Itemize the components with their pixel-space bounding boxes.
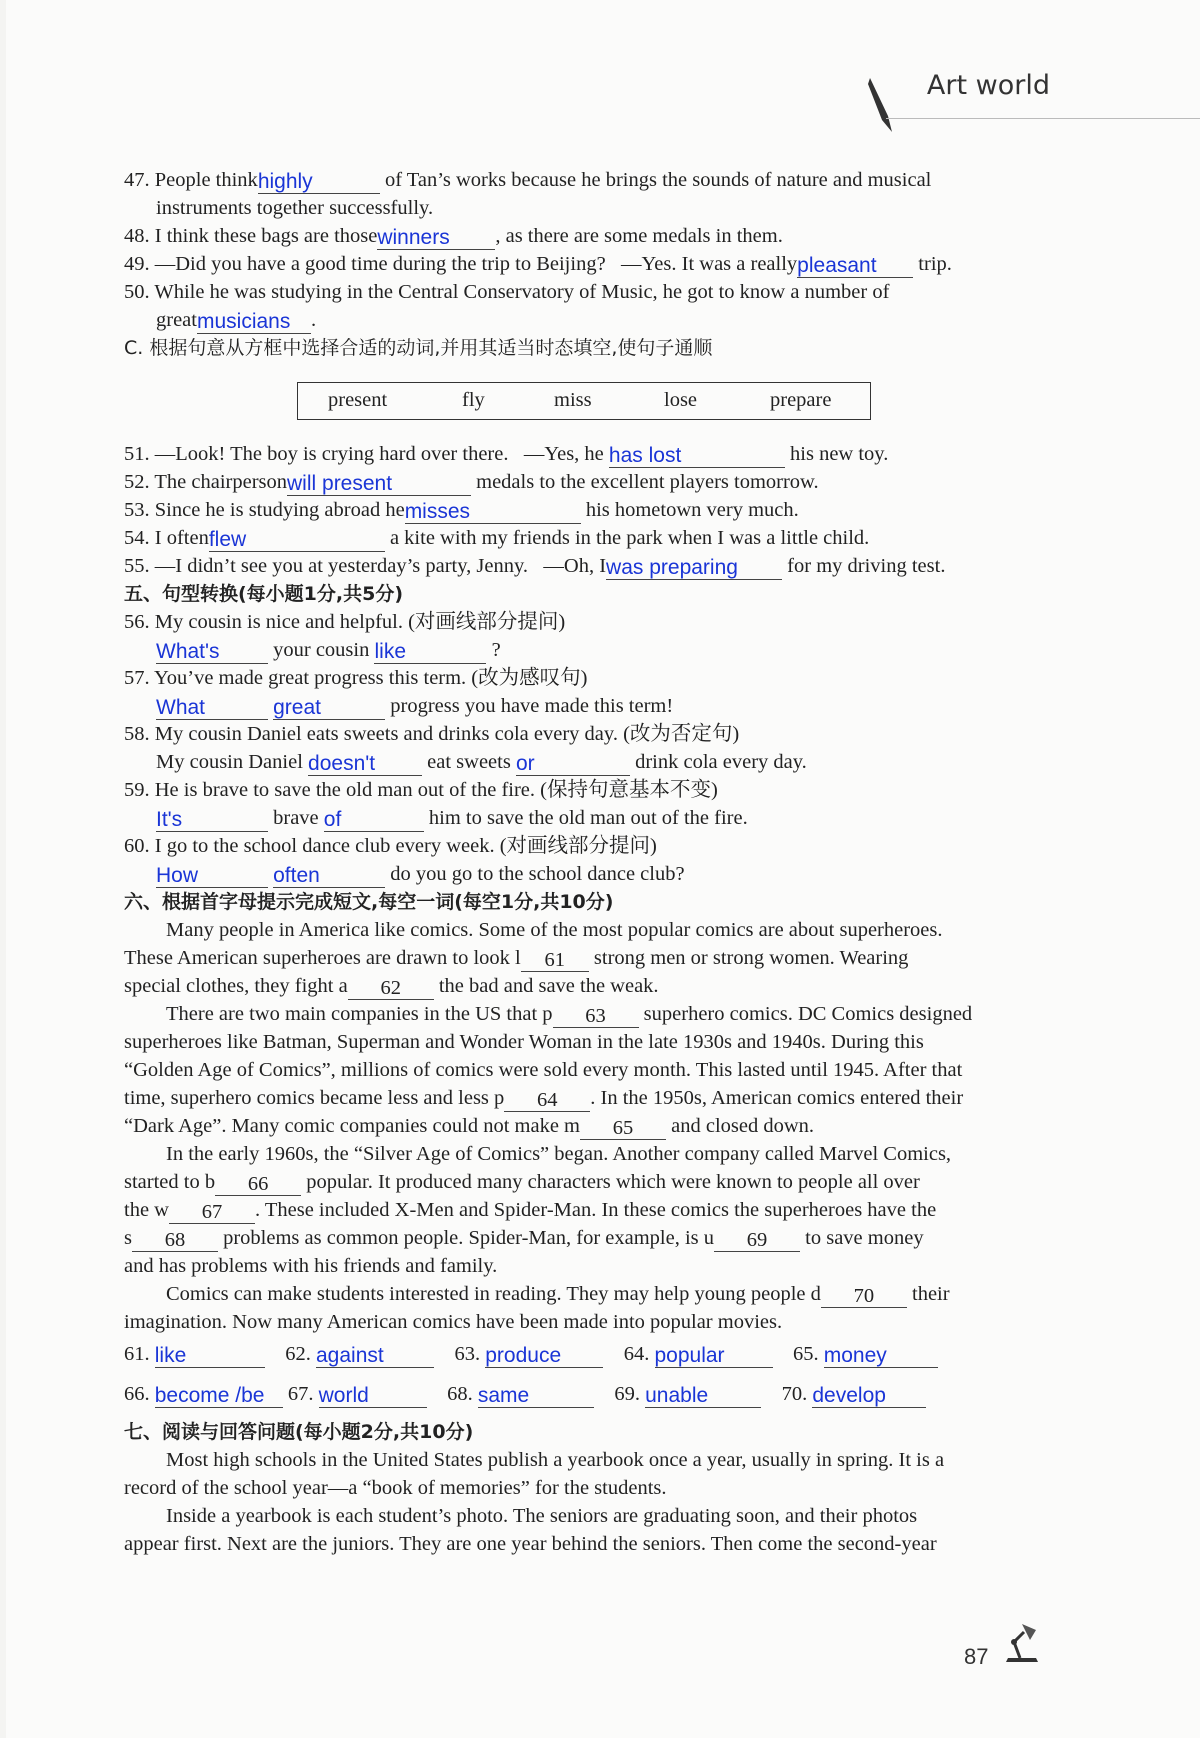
answer: misses <box>404 500 471 523</box>
question-48: 48. I think these bags are thosewinners , as there are some medals in them. <box>124 225 783 249</box>
answer: great <box>273 696 321 719</box>
answer: produce <box>485 1344 562 1367</box>
answer: money <box>823 1344 887 1367</box>
question-49: 49. —Did you have a good time during the trip to Beijing? —Yes. It was a reallypleasant trip. <box>124 253 952 277</box>
passage-line: superheroes like Batman, Superman and Wonder Woman in the late 1930s and 1940s. During this <box>124 1031 924 1053</box>
question-50-cont: greatmusicians . <box>156 309 317 333</box>
passage-line: imagination. Now many American comics have been made into popular movies. <box>124 1311 783 1333</box>
question-56-answer: What's your cousin like ? <box>156 639 501 663</box>
word: lose <box>664 389 698 411</box>
passage-line: special clothes, they fight a 62 the bad and save the weak. <box>124 975 659 999</box>
question-59: 59. He is brave to save the old man out of the fire. (保持句意基本不变) <box>124 779 718 801</box>
passage-line: There are two main companies in the US that p 63 superhero comics. DC Comics designed <box>166 1003 973 1027</box>
answer: How <box>156 864 199 887</box>
answer: unable <box>645 1384 709 1407</box>
workbook-page <box>6 0 1200 1738</box>
question-51: 51. —Look! The boy is crying hard over there. —Yes, he has lost his new toy. <box>124 443 889 467</box>
answer: will present <box>287 472 393 495</box>
question-47: 47. People thinkhighly of Tan’s works because he brings the sounds of nature and musical <box>124 169 932 193</box>
answer: or <box>515 752 535 775</box>
answer: popular <box>654 1344 725 1367</box>
question-58-answer: My cousin Daniel doesn't eat sweets or drink cola every day. <box>156 751 807 775</box>
answers-row-1: 61. like 62. against 63. produce 64. popular 65. money <box>124 1340 938 1368</box>
answer: It's <box>156 808 183 831</box>
question-59-answer: It's brave of him to save the old man out of the fire. <box>156 807 748 831</box>
section-c-title: C. 根据句意从方框中选择合适的动词,并用其适当时态填空,使句子通顺 <box>124 337 713 359</box>
header-divider <box>886 118 1200 119</box>
answer: What <box>156 696 206 719</box>
question-55: 55. —I didn’t see you at yesterday’s party, Jenny. —Oh, Iwas preparing for my driving test. <box>124 555 946 579</box>
desk-lamp-icon <box>998 1618 1046 1666</box>
section-7-title: 七、阅读与回答问题(每小题2分,共10分) <box>124 1421 474 1443</box>
answer: like <box>154 1344 187 1367</box>
answers-row-2: 66. become /be 67. world 68. same 69. unable 70. develop <box>124 1380 926 1408</box>
answer: develop <box>812 1384 886 1407</box>
passage-line: time, superhero comics became less and less p 64 . In the 1950s, American comics entered their <box>124 1087 964 1111</box>
answer: often <box>273 864 320 887</box>
question-56: 56. My cousin is nice and helpful. (对画线部分提问) <box>124 611 566 633</box>
question-58: 58. My cousin Daniel eats sweets and drinks cola every day. (改为否定句) <box>124 723 740 745</box>
answer: against <box>316 1344 384 1367</box>
word: present <box>328 389 388 411</box>
passage-line: started to b 66 popular. It produced many characters which were known to people all over <box>124 1171 920 1195</box>
answer: highly <box>257 170 313 193</box>
answer: like <box>374 640 406 663</box>
passage7-line: Inside a yearbook is each student’s photo. The seniors are graduating soon, and their photos <box>166 1505 918 1527</box>
answer: has lost <box>608 444 682 467</box>
passage-line: In the early 1960s, the “Silver Age of Comics” began. Another company called Marvel Comics, <box>166 1143 952 1165</box>
question-53: 53. Since he is studying abroad hemisses his hometown very much. <box>124 499 799 523</box>
question-50: 50. While he was studying in the Central Conservatory of Music, he got to know a number of <box>124 281 890 303</box>
passage7-line: record of the school year—a “book of memories” for the students. <box>124 1477 667 1499</box>
question-60: 60. I go to the school dance club every week. (对画线部分提问) <box>124 835 657 857</box>
answer: same <box>477 1384 530 1407</box>
answer: pleasant <box>797 254 877 277</box>
question-57-answer: What great progress you have made this term! <box>156 695 674 719</box>
page-number: 87 <box>964 1644 989 1669</box>
answer: musicians <box>196 310 291 333</box>
passage-line: the w 67 . These included X-Men and Spider-Man. In these comics the superheroes have the <box>124 1199 937 1223</box>
word: miss <box>554 389 592 411</box>
answer: of <box>323 808 342 831</box>
answer: was preparing <box>606 556 738 579</box>
passage-line: Many people in America like comics. Some of the most popular comics are about superheroes. <box>166 919 943 941</box>
question-57: 57. You’ve made great progress this term. (改为感叹句) <box>124 667 588 689</box>
question-52: 52. The chairpersonwill present medals to the excellent players tomorrow. <box>124 471 819 495</box>
word-box <box>297 382 871 420</box>
question-47-cont: instruments together successfully. <box>156 197 434 219</box>
answer: What's <box>156 640 220 663</box>
passage7-line: appear first. Next are the juniors. They are one year behind the seniors. Then come the second-year <box>124 1533 937 1555</box>
answer: winners <box>377 226 450 249</box>
passage7-line: Most high schools in the United States publish a yearbook once a year, usually in spring. It is a <box>166 1449 945 1471</box>
answer: flew <box>208 528 247 551</box>
answer: world <box>318 1384 369 1407</box>
word: fly <box>462 389 485 411</box>
passage-line: These American superheroes are drawn to look l 61 strong men or strong women. Wearing <box>124 947 909 971</box>
question-54: 54. I oftenflew a kite with my friends in the park when I was a little child. <box>124 527 870 551</box>
section-5-title: 五、句型转换(每小题1分,共5分) <box>124 583 404 605</box>
passage-line: “Golden Age of Comics”, millions of comics were sold every month. This lasted until 1945. After that <box>124 1059 963 1081</box>
question-60-answer: How often do you go to the school dance club? <box>156 863 685 887</box>
passage-line: “Dark Age”. Many comic companies could not make m 65 and closed down. <box>124 1115 815 1139</box>
answer: doesn't <box>308 752 376 775</box>
passage-line: s 68 problems as common people. Spider-Man, for example, is u 69 to save money <box>124 1227 924 1251</box>
pen-icon <box>866 76 896 134</box>
word: prepare <box>770 389 832 411</box>
passage-line: Comics can make students interested in reading. They may help young people d 70 their <box>166 1283 950 1307</box>
passage-line: and has problems with his friends and family. <box>124 1255 498 1277</box>
section-header: Art world <box>926 70 1050 101</box>
answer: become /be <box>154 1384 265 1407</box>
section-6-title: 六、根据首字母提示完成短文,每空一词(每空1分,共10分) <box>124 891 614 913</box>
